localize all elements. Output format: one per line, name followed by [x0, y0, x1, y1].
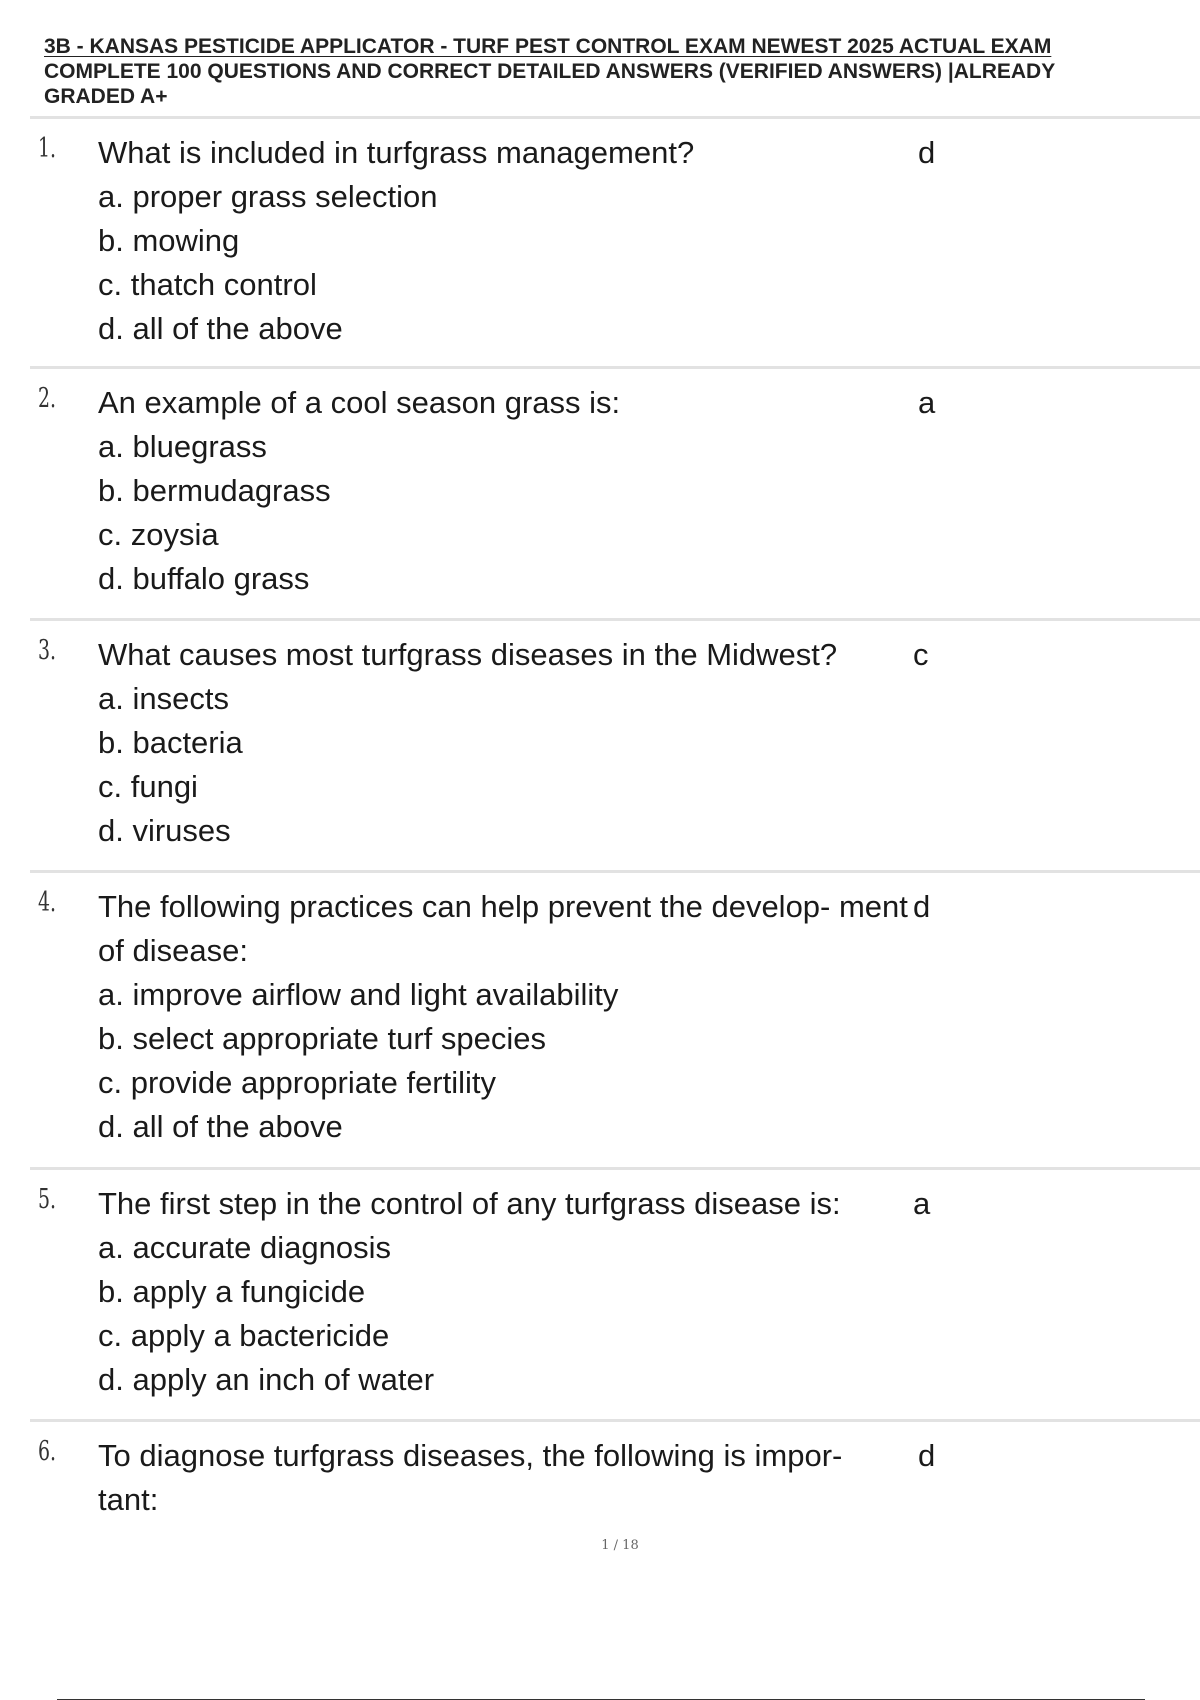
question-number: 2. [38, 383, 57, 414]
option-list [98, 677, 1200, 853]
header-title-line-1: 3B - KANSAS PESTICIDE APPLICATOR - TURF PEST CONTROL EXAM NEWEST 2025 ACTUAL EXAM [44, 35, 1052, 58]
option-b: b. select appropriate turf species [98, 1021, 547, 1056]
option-a: a. proper grass selection [98, 179, 438, 214]
question-text: What is included in turfgrass management? [98, 135, 695, 170]
option-c: c. fungi [98, 769, 198, 804]
answer-key: d [913, 889, 931, 924]
question-list [30, 116, 1200, 1529]
question-text: The first step in the control of any turfgrass disease is: [98, 1186, 841, 1221]
option-a: a. insects [98, 681, 229, 716]
question-number: 6. [38, 1436, 57, 1467]
header-title-line-3: GRADED A+ [44, 85, 168, 108]
option-list [98, 425, 1200, 601]
answer-key: a [918, 385, 936, 420]
question-text: What causes most turfgrass diseases in the Midwest? [98, 637, 838, 672]
answer-key: c [913, 637, 929, 672]
option-d: d. buffalo grass [98, 561, 310, 596]
page-number: 1 / 18 [601, 1538, 639, 1553]
option-a: a. bluegrass [98, 429, 267, 464]
document-header [44, 34, 1144, 109]
answer-key: d [918, 135, 936, 170]
question-number: 3. [38, 635, 57, 666]
answer-key: a [913, 1186, 931, 1221]
option-d: d. viruses [98, 813, 231, 848]
option-a: a. accurate diagnosis [98, 1230, 391, 1265]
question-item-6 [30, 1419, 1200, 1529]
option-a: a. improve airflow and light availability [98, 977, 619, 1012]
question-item-1 [30, 116, 1200, 366]
question-number: 5. [38, 1184, 57, 1215]
option-b: b. bermudagrass [98, 473, 331, 508]
question-text: The following practices can help prevent the develop- ment of disease: [98, 889, 908, 968]
question-number: 4. [38, 887, 57, 918]
option-c: c. apply a bactericide [98, 1318, 390, 1353]
answer-key: d [918, 1438, 936, 1473]
option-c: c. thatch control [98, 267, 317, 302]
option-d: d. all of the above [98, 311, 343, 346]
question-text: An example of a cool season grass is: [98, 385, 621, 420]
option-b: b. mowing [98, 223, 240, 258]
option-c: c. zoysia [98, 517, 219, 552]
option-list [98, 1226, 1200, 1402]
option-d: d. apply an inch of water [98, 1362, 435, 1397]
option-list [98, 175, 1200, 351]
question-number: 1. [38, 133, 57, 164]
option-list [98, 973, 1200, 1149]
question-text: To diagnose turfgrass diseases, the following is impor- tant: [98, 1438, 843, 1517]
question-item-4 [30, 870, 1200, 1167]
question-item-5 [30, 1167, 1200, 1419]
question-item-2 [30, 366, 1200, 618]
option-b: b. bacteria [98, 725, 243, 760]
header-title-line-2: COMPLETE 100 QUESTIONS AND CORRECT DETAILED ANSWERS (VERIFIED ANSWERS) |ALREADY [44, 60, 1056, 83]
option-c: c. provide appropriate fertility [98, 1065, 497, 1100]
question-item-3 [30, 618, 1200, 870]
option-b: b. apply a fungicide [98, 1274, 366, 1309]
option-d: d. all of the above [98, 1109, 343, 1144]
